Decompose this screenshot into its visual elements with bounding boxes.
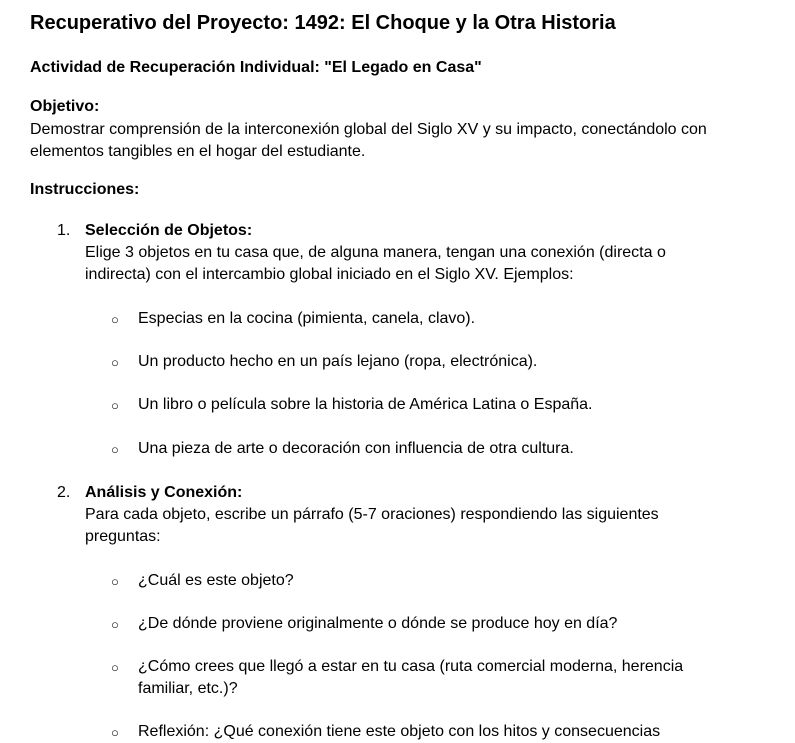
bullet-circle-icon: ○	[111, 617, 119, 632]
document-title: Recuperativo del Proyecto: 1492: El Choque y la Otra Historia	[30, 12, 616, 34]
bullet-circle-icon: ○	[111, 442, 119, 457]
bullet-circle-icon: ○	[111, 725, 119, 740]
step-heading: Selección de Objetos:	[85, 222, 253, 239]
objective-label: Objetivo:	[30, 98, 100, 115]
step-number: 1.	[57, 222, 71, 239]
step-number: 2.	[57, 484, 71, 501]
step-body: Para cada objeto, escribe un párrafo (5-7 oraciones) respondiendo las siguientes preguntas:	[85, 506, 659, 545]
list-item: Reflexión: ¿Qué conexión tiene este objeto con los hitos y consecuencias	[138, 723, 661, 740]
objective-text: Demostrar comprensión de la interconexión global del Siglo XV y su impacto, conectándolo con elementos tangibles en el hogar del estudiante.	[30, 121, 707, 160]
activity-subtitle: Actividad de Recuperación Individual: "El Legado en Casa"	[30, 59, 482, 76]
list-item: ¿Cuál es este objeto?	[138, 572, 294, 589]
step-heading: Análisis y Conexión:	[85, 484, 243, 501]
list-item: Un producto hecho en un país lejano (ropa, electrónica).	[138, 353, 538, 370]
instructions-label: Instrucciones:	[30, 181, 140, 198]
list-item: ¿De dónde proviene originalmente o dónde se produce hoy en día?	[138, 615, 618, 632]
step-body: Elige 3 objetos en tu casa que, de alguna manera, tengan una conexión (directa o indirecta) con el intercambio global iniciado en el Siglo XV. Ejemplos:	[85, 244, 666, 283]
bullet-circle-icon: ○	[111, 398, 119, 413]
list-item: Una pieza de arte o decoración con influencia de otra cultura.	[138, 440, 574, 457]
list-item: ¿Cómo crees que llegó a estar en tu casa (ruta comercial moderna, herencia familiar, etc.)?	[138, 658, 684, 697]
list-item: Un libro o película sobre la historia de América Latina o España.	[138, 396, 593, 413]
bullet-circle-icon: ○	[111, 355, 119, 370]
bullet-circle-icon: ○	[111, 660, 119, 675]
bullet-circle-icon: ○	[111, 574, 119, 589]
list-item: Especias en la cocina (pimienta, canela, clavo).	[138, 310, 476, 327]
bullet-circle-icon: ○	[111, 312, 119, 327]
